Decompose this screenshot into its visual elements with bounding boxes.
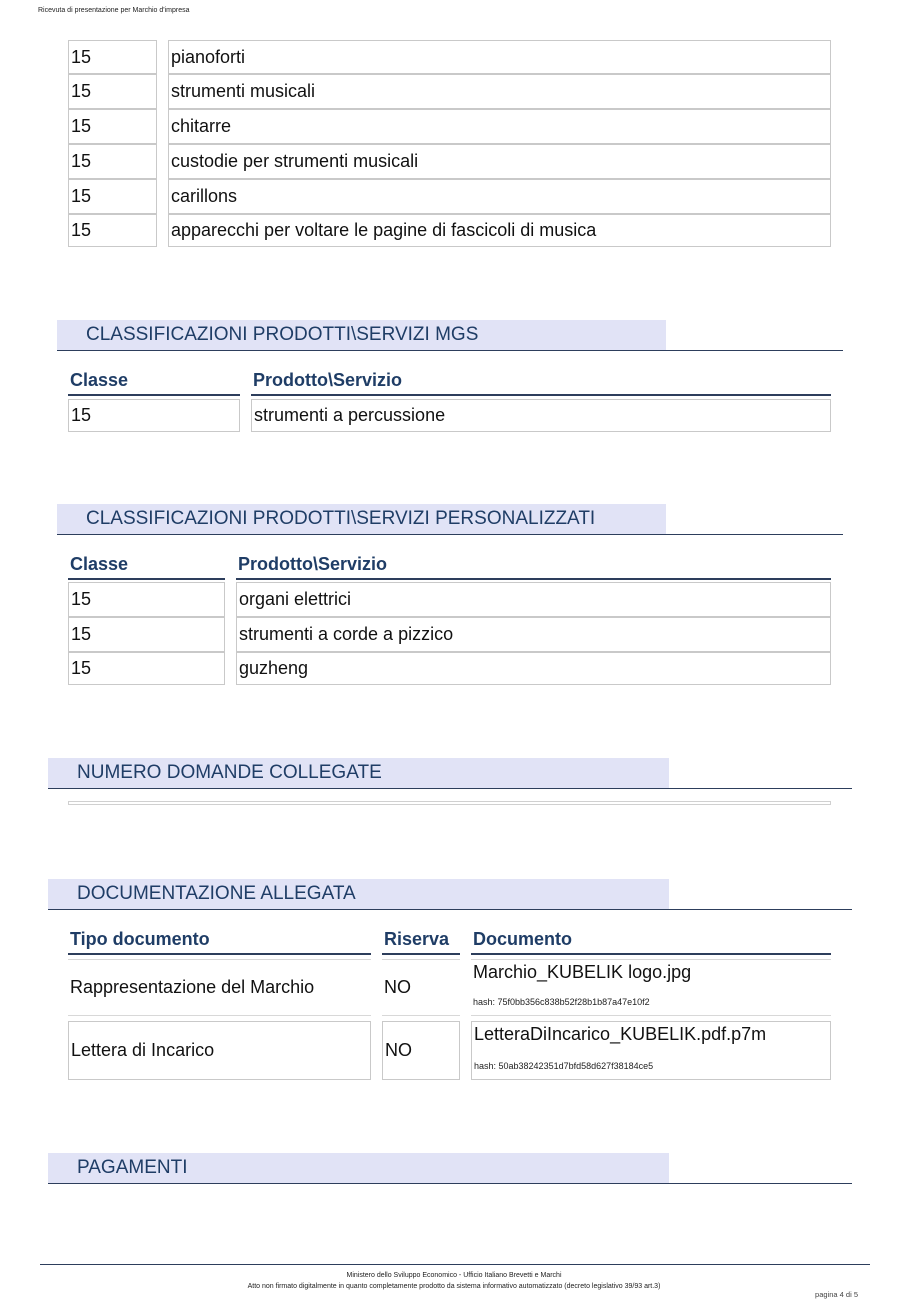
table-cell-documento [471,959,831,1016]
table-cell-prodotto: pianoforti [168,40,831,74]
table-cell-classe: 15 [68,74,157,109]
section-title-personalizzati: CLASSIFICAZIONI PRODOTTI\SERVIZI PERSONALIZZATI [57,504,666,534]
column-header-classe: Classe [68,366,240,396]
table-cell-tipo [68,959,371,1016]
document-hash: hash: 75f0bb356c838b52f28b1b87a47e10f2 [473,997,650,1007]
empty-table-placeholder [68,801,831,805]
column-header-riserva: Riserva [382,925,460,955]
footer-disclaimer: Atto non firmato digitalmente in quanto completamente prodotto da sistema informativo automatizzato (decreto legislativo 39/93 art.3) [247,1283,661,1290]
table-cell-classe: 15 [68,179,157,214]
table-cell-tipo [68,1021,371,1080]
column-header-classe: Classe [68,550,225,580]
column-header-tipo-documento: Tipo documento [68,925,371,955]
table-cell-prodotto: organi elettrici [236,582,831,617]
page-number: pagina 4 di 5 [815,1290,858,1299]
table-cell-riserva [382,959,460,1016]
table-cell-riserva [382,1021,460,1080]
table-cell-classe: 15 [68,617,225,652]
document-header-title: Ricevuta di presentazione per Marchio d'impresa [38,7,190,14]
table-cell-prodotto: strumenti a corde a pizzico [236,617,831,652]
table-cell-prodotto: chitarre [168,109,831,144]
section-divider [48,788,852,789]
column-header-prodotto: Prodotto\Servizio [236,550,831,580]
section-divider [57,534,843,535]
section-title-mgs: CLASSIFICAZIONI PRODOTTI\SERVIZI MGS [57,320,666,350]
table-cell-classe: 15 [68,109,157,144]
column-header-prodotto: Prodotto\Servizio [251,366,831,396]
document-type: Lettera di Incarico [71,1040,215,1060]
column-header-documento: Documento [471,925,831,955]
table-cell-classe: 15 [68,214,157,247]
section-title-pagamenti: PAGAMENTI [48,1153,669,1183]
table-cell-classe: 15 [68,582,225,617]
table-cell-classe: 15 [68,399,240,432]
section-title-domande-collegate: NUMERO DOMANDE COLLEGATE [48,758,669,788]
document-hash: hash: 50ab38242351d7bfd58d627f38184ce5 [474,1061,654,1071]
table-cell-prodotto: guzheng [236,652,831,685]
table-cell-classe: 15 [68,652,225,685]
table-cell-prodotto: apparecchi per voltare le pagine di fascicoli di musica [168,214,831,247]
table-cell-classe: 15 [68,40,157,74]
riserva-value: NO [385,1040,412,1060]
table-cell-prodotto: strumenti musicali [168,74,831,109]
document-filename: LetteraDiIncarico_KUBELIK.pdf.p7m [474,1024,767,1044]
section-divider [48,909,852,910]
footer-ministry: Ministero dello Sviluppo Economico - Ufficio Italiano Brevetti e Marchi [346,1272,562,1279]
section-divider [57,350,843,351]
table-cell-classe: 15 [68,144,157,179]
table-cell-prodotto: strumenti a percussione [251,399,831,432]
table-cell-prodotto: custodie per strumenti musicali [168,144,831,179]
footer-divider [40,1264,870,1265]
section-title-documentazione: DOCUMENTAZIONE ALLEGATA [48,879,669,909]
table-cell-documento [471,1021,831,1080]
document-filename: Marchio_KUBELIK logo.jpg [473,962,692,982]
table-cell-prodotto: carillons [168,179,831,214]
section-divider [48,1183,852,1184]
document-type: Rappresentazione del Marchio [70,977,315,997]
riserva-value: NO [384,977,411,997]
